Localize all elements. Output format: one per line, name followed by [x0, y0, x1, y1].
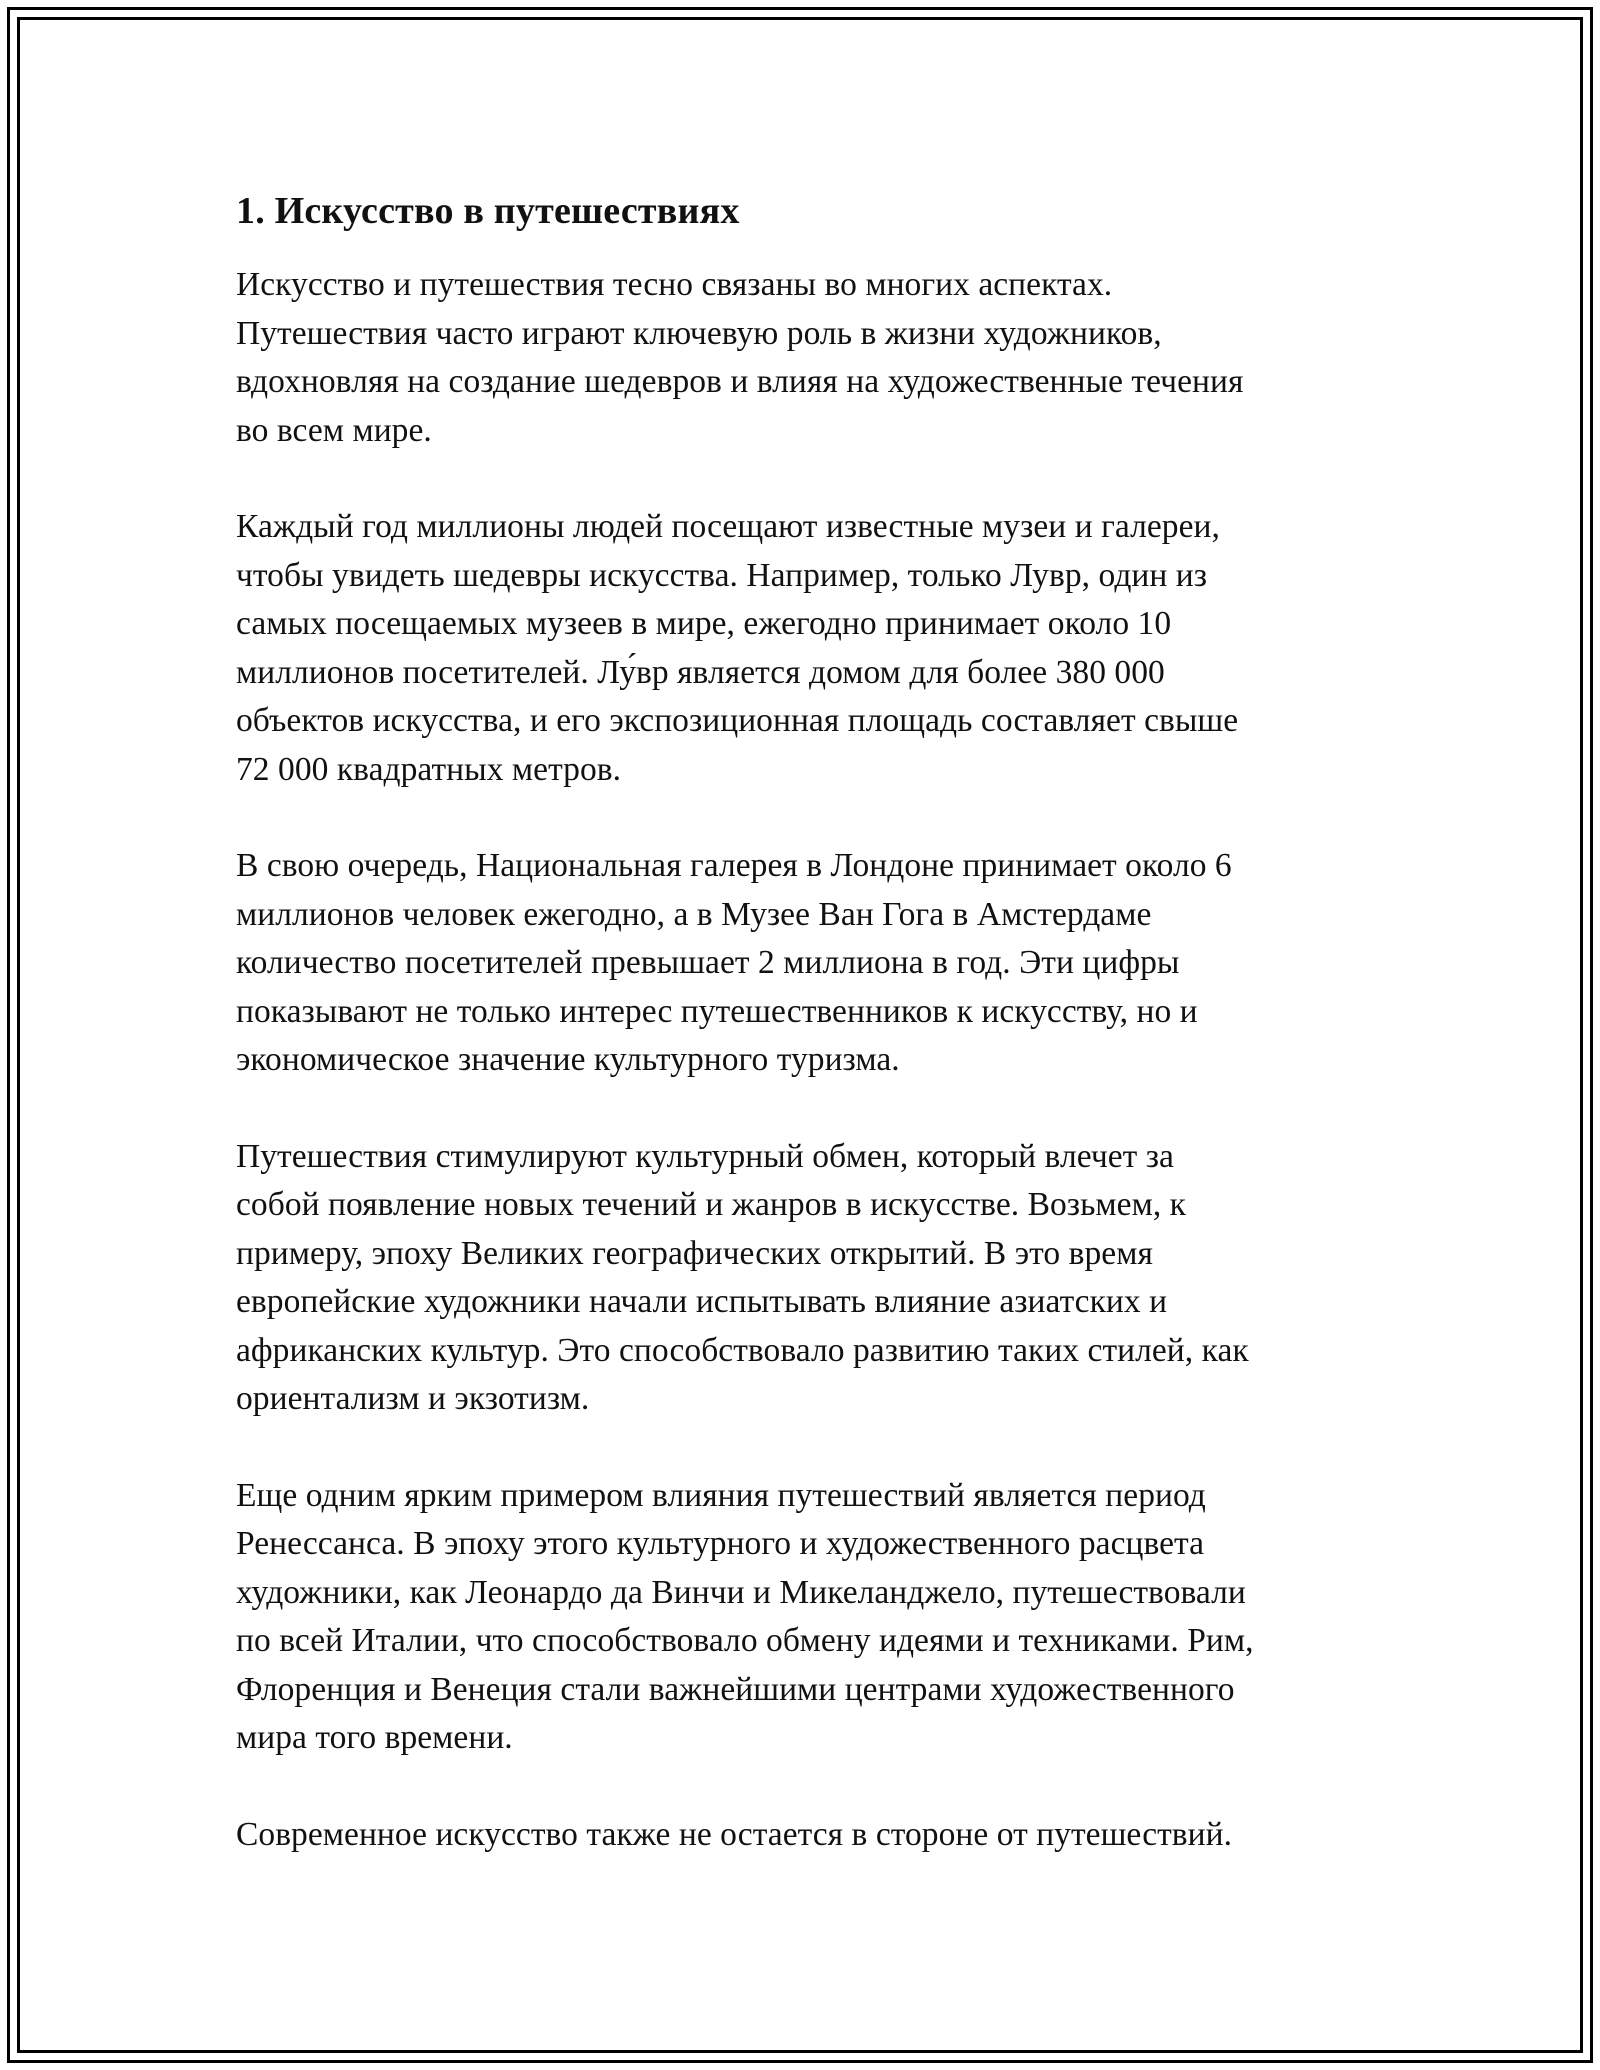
section-heading: 1. Искусство в путешествиях [236, 190, 740, 232]
paragraph-national-gallery: В свою очередь, Национальная галерея в Лондоне принимает около 6 миллионов человек ежегодно, а в Музее Ван Гога в Амстердаме количество посетителей превышает 2 миллиона в год. Эти цифры показывают не только интерес путешественников к искусству, но и экономическое значение культурного туризма. [236, 847, 1232, 1078]
paragraph-cultural-exchange: Путешествия стимулируют культурный обмен, который влечет за собой появление новых течений и жанров в искусстве. Возьмем, к примеру, эпоху Великих географических открытий. В это время европейские художники начали испытывать влияние азиатских и африканских культур. Это способствовало развитию таких стилей, как ориентализм и экзотизм. [236, 1137, 1249, 1417]
document-body [236, 186, 1366, 1907]
paragraph-louvre: Каждый год миллионы людей посещают известные музеи и галереи, чтобы увидеть шедевры искусства. Например, только Лувр, один из самых посещаемых музеев в мире, ежегодно принимает около 10 миллионов посетителей. Лу́вр является домом для более 380 000 объектов искусства, и его экспозиционная площадь составляет свыше 72 000 квадратных метров. [236, 508, 1239, 788]
paragraph-modern-art: Современное искусство также не остается в стороне от путешествий. [236, 1815, 1233, 1853]
paragraph-renaissance: Еще одним ярким примером влияния путешествий является период Ренессанса. В эпоху этого культурного и художественного расцвета художники, как Леонардо да Винчи и Микеланджело, путешествовали по всей Италии, что способствовало обмену идеями и техниками. Рим, Флоренция и Венеция стали важнейшими центрами художественного мира того времени. [236, 1476, 1254, 1756]
paragraph-intro: Искусство и путешествия тесно связаны во многих аспектах. Путешествия часто играют ключевую роль в жизни художников, вдохновляя на создание шедевров и влияя на художественные течения во всем мире. [236, 266, 1244, 449]
